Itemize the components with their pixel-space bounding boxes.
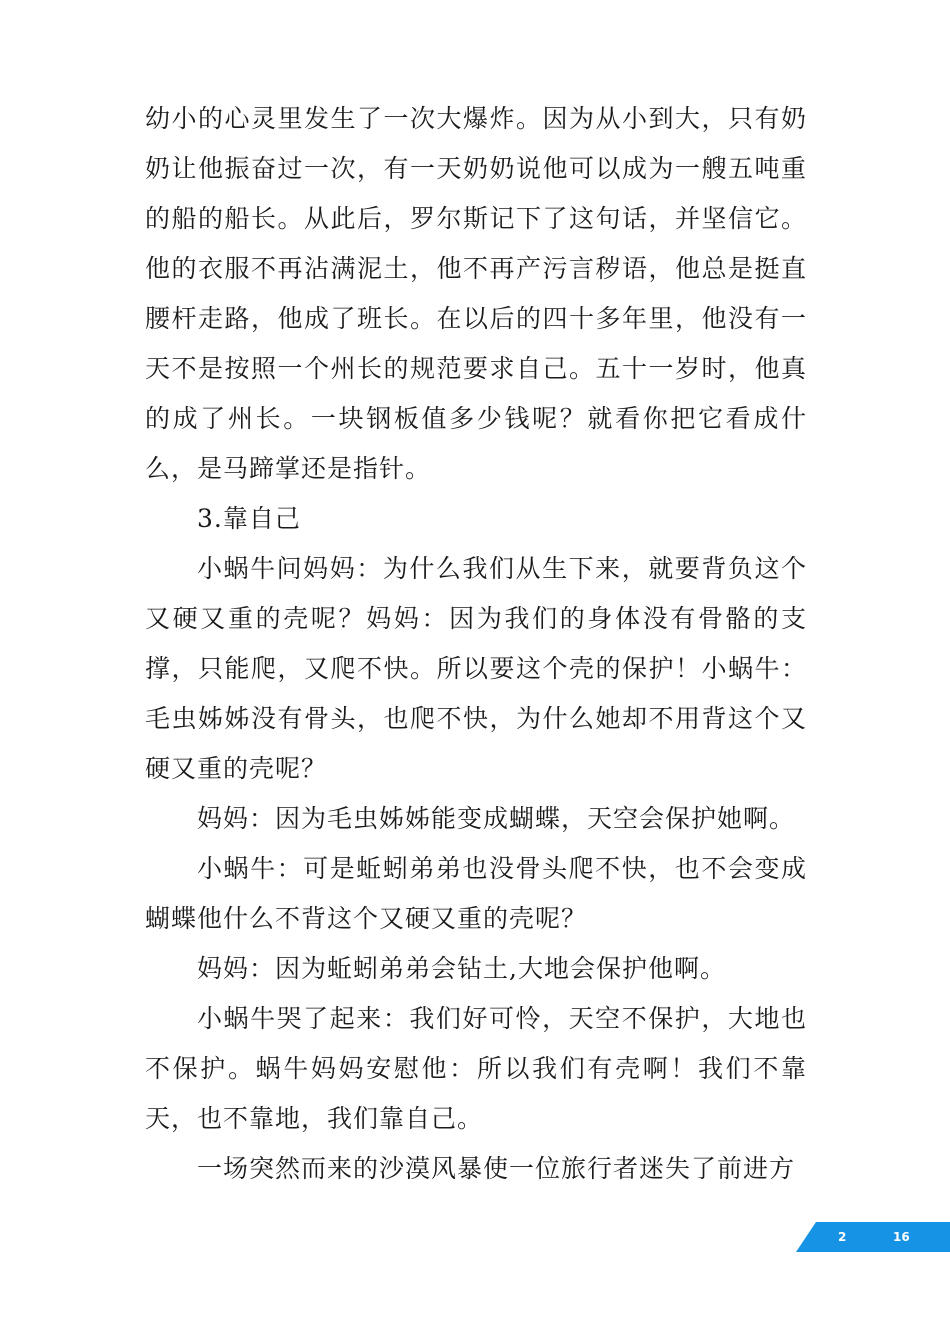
total-pages: 16 <box>893 1230 910 1244</box>
paragraph: 妈妈：因为蚯蚓弟弟会钻土,大地会保护他啊。 <box>197 954 726 983</box>
paragraph: 一场突然而来的沙漠风暴使一位旅行者迷失了前进方 <box>197 1154 796 1183</box>
section-heading: 3.靠自己 <box>197 504 301 533</box>
page-number: 2 <box>838 1230 847 1244</box>
page-footer-bar <box>796 1222 950 1252</box>
paragraph: 小蜗牛：可是蚯蚓弟弟也没骨头爬不快，也不会变成蝴蝶他什么不背这个又硬又重的壳呢？ <box>145 854 807 933</box>
paragraph-continuation: 幼小的心灵里发生了一次大爆炸。因为从小到大，只有奶奶让他振奋过一次，有一天奶奶说他可以成为一艘五吨重的船的船长。从此后，罗尔斯记下了这句话，并坚信它。他的衣服不再沾满泥土，他不再产污言秽语，他总是挺直腰杆走路，他成了班长。在以后的四十多年里，他没有一天不是按照一个州长的规范要求自己。五十一岁时，他真的成了州长。一块钢板值多少钱呢？就看你把它看成什么，是马蹄掌还是指针。 <box>145 104 807 483</box>
document-body <box>145 94 807 1194</box>
paragraph: 小蜗牛哭了起来：我们好可怜，天空不保护，大地也不保护。蜗牛妈妈安慰他：所以我们有壳啊！我们不靠天，也不靠地，我们靠自己。 <box>145 1004 807 1133</box>
paragraph: 妈妈：因为毛虫姊姊能变成蝴蝶，天空会保护她啊。 <box>197 804 796 833</box>
paragraph: 小蜗牛问妈妈：为什么我们从生下来，就要背负这个又硬又重的壳呢？妈妈：因为我们的身体没有骨骼的支撑，只能爬，又爬不快。所以要这个壳的保护！小蜗牛：毛虫姊姊没有骨头，也爬不快，为什么她却不用背这个又硬又重的壳呢？ <box>145 554 807 783</box>
